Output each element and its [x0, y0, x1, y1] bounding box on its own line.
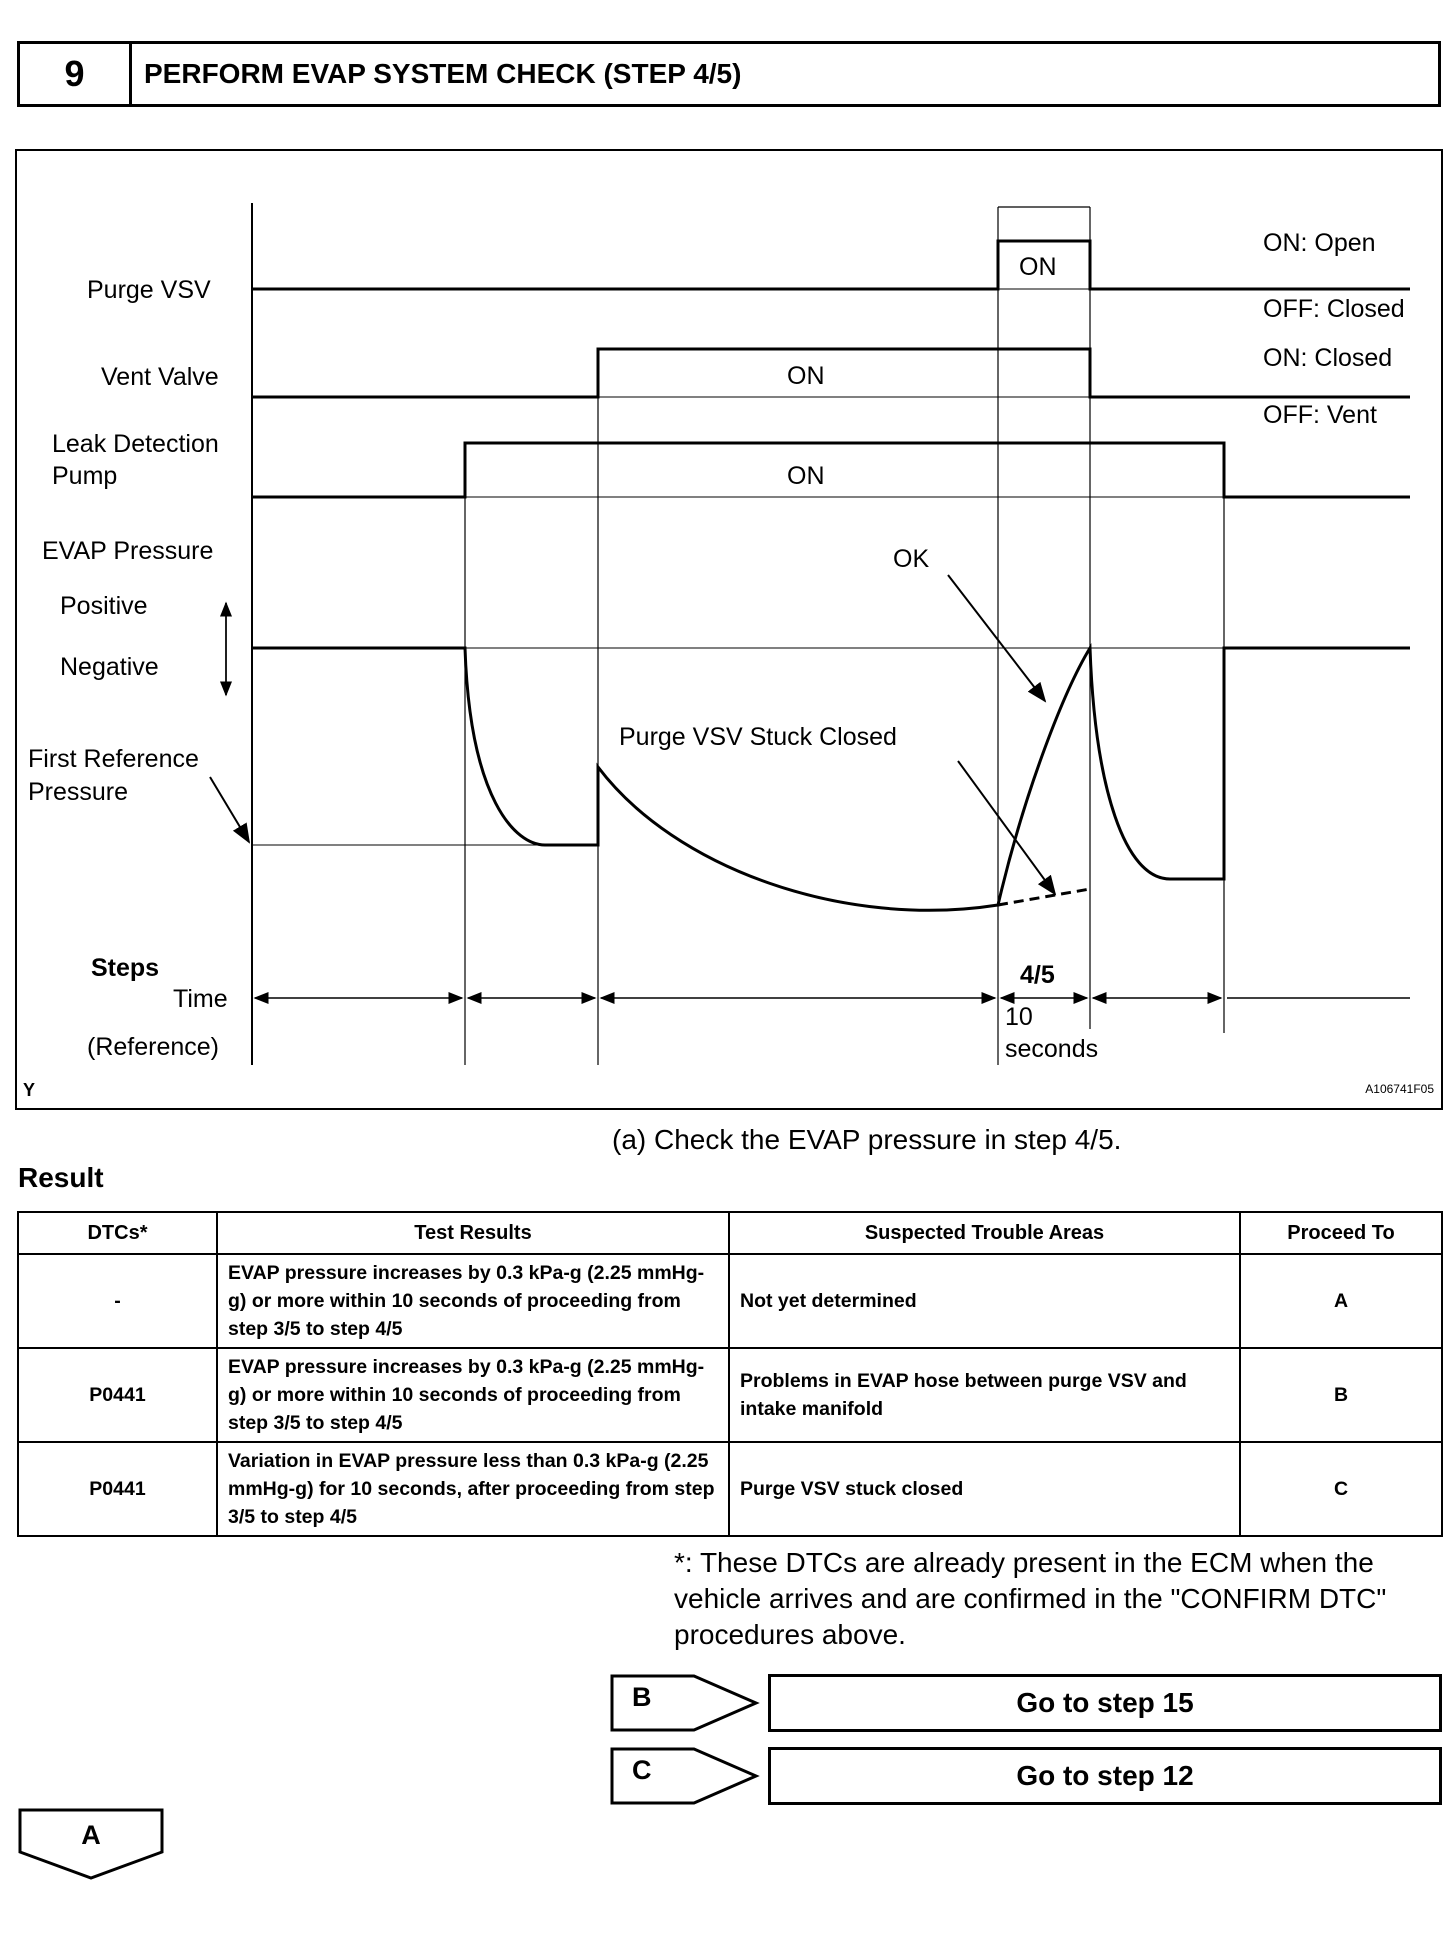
nav-a[interactable] — [18, 1806, 164, 1882]
evap-pressure-trace — [252, 648, 1410, 910]
leak-pump-signal — [252, 443, 1410, 497]
cell-proceed: A — [1240, 1254, 1442, 1348]
diagram-frame — [16, 150, 1442, 1109]
event-lines — [465, 207, 1224, 1065]
header-test-results: Test Results — [217, 1212, 729, 1254]
pump-on-label: ON — [787, 462, 825, 490]
cell-test-result: Variation in EVAP pressure less than 0.3 kPa-g (2.25 mmHg-g) for 10 seconds, after proceeding from step 3/5 to step 4/5 — [217, 1442, 729, 1536]
annotation-ok: OK — [893, 545, 930, 573]
ok-arrow — [948, 575, 1045, 701]
label-vent-valve: Vent Valve — [101, 363, 219, 391]
table-row — [18, 1254, 1442, 1348]
axis-duration-2: seconds — [1005, 1035, 1099, 1063]
cell-test-result: EVAP pressure increases by 0.3 kPa-g (2.25 mmHg-g) or more within 10 seconds of proceeding from step 3/5 to step 4/5 — [217, 1348, 729, 1442]
cell-proceed: C — [1240, 1442, 1442, 1536]
header-suspected-areas: Suspected Trouble Areas — [729, 1212, 1240, 1254]
stuck-closed-trace — [998, 889, 1090, 905]
state-vent-off: OFF: Vent — [1263, 401, 1377, 429]
cell-proceed: B — [1240, 1348, 1442, 1442]
cell-test-result: EVAP pressure increases by 0.3 kPa-g (2.25 mmHg-g) or more within 10 seconds of proceeding from step 3/5 to step 4/5 — [217, 1254, 729, 1348]
first-ref-arrow — [210, 777, 249, 842]
table-row — [18, 1442, 1442, 1536]
cell-dtc: - — [18, 1254, 217, 1348]
label-first-ref-2: Pressure — [28, 778, 129, 806]
dtc-footnote: *: These DTCs are already present in the ECM when the vehicle arrives and are confirmed in the "CONFIRM DTC" procedures above. — [674, 1547, 1387, 1650]
label-evap-pressure: EVAP Pressure — [42, 537, 214, 565]
purge-vsv-signal — [252, 241, 1410, 289]
axis-step-value: 4/5 — [1020, 961, 1055, 989]
nav-b-letter: B — [632, 1682, 652, 1712]
nav-a-letter: A — [81, 1820, 101, 1850]
state-vent-on: ON: Closed — [1263, 344, 1393, 372]
label-first-ref-1: First Reference — [28, 745, 199, 773]
cell-trouble-area: Not yet determined — [729, 1254, 1240, 1348]
result-heading: Result — [18, 1162, 104, 1193]
cell-trouble-area: Purge VSV stuck closed — [729, 1442, 1240, 1536]
figure-id: A106741F05 — [1365, 1082, 1434, 1096]
vent-on-label: ON — [787, 362, 825, 390]
table-row — [18, 1348, 1442, 1442]
results-table — [17, 1211, 1443, 1537]
timing-diagram — [15, 149, 1443, 1110]
corner-mark: Y — [23, 1080, 36, 1100]
step-number: 9 — [20, 44, 132, 104]
label-leak-pump-1: Leak Detection — [52, 430, 219, 458]
nav-c[interactable] — [610, 1745, 1444, 1807]
cell-dtc: P0441 — [18, 1442, 217, 1536]
axis-reference: (Reference) — [87, 1033, 219, 1061]
purge-on-label: ON — [1019, 253, 1057, 281]
go-to-step-15-button[interactable]: Go to step 15 — [768, 1674, 1442, 1732]
go-to-step-12-button[interactable]: Go to step 12 — [768, 1747, 1442, 1805]
annotation-stuck: Purge VSV Stuck Closed — [619, 723, 897, 751]
nav-b[interactable] — [610, 1672, 1444, 1734]
step-header — [17, 41, 1441, 107]
state-purge-on: ON: Open — [1263, 229, 1376, 257]
step-title: PERFORM EVAP SYSTEM CHECK (STEP 4/5) — [144, 58, 742, 89]
step-caption: (a) Check the EVAP pressure in step 4/5. — [612, 1124, 1122, 1155]
label-positive: Positive — [60, 592, 148, 620]
axis-time: Time — [173, 985, 228, 1013]
table-header-row — [18, 1212, 1442, 1254]
cell-dtc: P0441 — [18, 1348, 217, 1442]
label-negative: Negative — [60, 653, 159, 681]
cell-trouble-area: Problems in EVAP hose between purge VSV and intake manifold — [729, 1348, 1240, 1442]
vent-valve-signal — [252, 349, 1410, 397]
nav-c-letter: C — [632, 1755, 652, 1785]
header-proceed-to: Proceed To — [1240, 1212, 1442, 1254]
header-dtcs: DTCs* — [18, 1212, 217, 1254]
state-purge-off: OFF: Closed — [1263, 295, 1405, 323]
axis-duration-1: 10 — [1005, 1003, 1033, 1031]
label-purge-vsv: Purge VSV — [87, 276, 211, 304]
axis-steps: Steps — [91, 954, 160, 982]
label-leak-pump-2: Pump — [52, 462, 118, 490]
